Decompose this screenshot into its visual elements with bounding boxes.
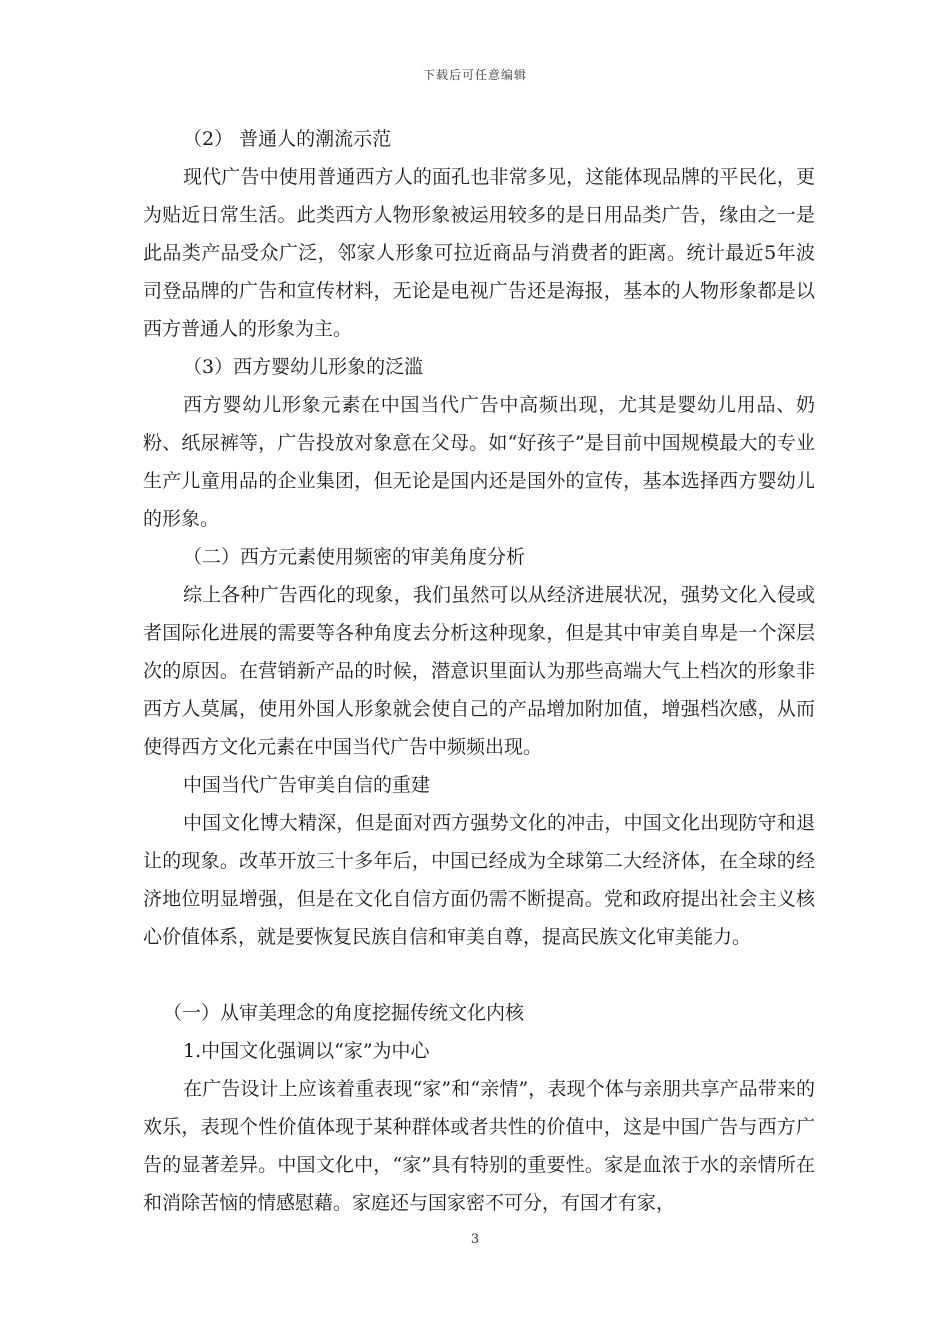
section-heading-traditional-culture: （一）从审美理念的角度挖掘传统文化内核 bbox=[163, 1002, 525, 1024]
document-body bbox=[143, 120, 815, 1222]
section-heading-western-infants: （3）西方婴幼儿形象的泛滥 bbox=[183, 356, 424, 378]
subsection-heading-family-center: 1.中国文化强调以“家”为中心 bbox=[183, 1040, 430, 1062]
paragraph-confidence-rebuild: 中国文化博大精深，但是面对西方强势文化的冲击，中国文化出现防守和退让的现象。改革开放三十多年后，中国已经成为全球第二大经济体，在全球的经济地位明显增强，但是在文化自信方面仍需不断提高。党和政府提出社会主义核心价值体系，就是要恢复民族自信和审美自尊，提高民族文化审美能力。 bbox=[143, 812, 815, 948]
paragraph-family-center: 在广告设计上应该着重表现“家”和“亲情”，表现个体与亲朋共享产品带来的欢乐，表现个性价值体现于某种群体或者共性的价值中，这是中国广告与西方广告的显著差异。中国文化中，“家”具有特别的重要性。家是血浓于水的亲情所在和消除苦恼的情感慰藉。家庭还与国家密不可分，有国才有家， bbox=[143, 1078, 815, 1214]
page-header: 下载后可任意编辑 bbox=[422, 68, 527, 82]
section-heading-aesthetic-analysis: （二）西方元素使用频密的审美角度分析 bbox=[183, 546, 526, 568]
section-heading-ordinary-people: （2） 普通人的潮流示范 bbox=[183, 128, 392, 150]
blank-line bbox=[143, 956, 815, 994]
paragraph-western-infants: 西方婴幼儿形象元素在中国当代广告中高频出现，尤其是婴幼儿用品、奶粉、纸尿裤等，广告投放对象意在父母。如“好孩子”是目前中国规模最大的专业生产儿童用品的企业集团，但无论是国内还是国外的宣传，基本选择西方婴幼儿的形象。 bbox=[143, 394, 815, 530]
page-number: 3 bbox=[470, 1232, 480, 1247]
section-heading-confidence-rebuild: 中国当代广告审美自信的重建 bbox=[183, 774, 431, 796]
paragraph-ordinary-people: 现代广告中使用普通西方人的面孔也非常多见，这能体现品牌的平民化，更为贴近日常生活。此类西方人物形象被运用较多的是日用品类广告，缘由之一是此品类产品受众广泛，邻家人形象可拉近商品与消费者的距离。统计最近5年波司登品牌的广告和宣传材料，无论是电视广告还是海报，基本的人物形象都是以西方普通人的形象为主。 bbox=[143, 166, 815, 340]
paragraph-aesthetic-analysis: 综上各种广告西化的现象，我们虽然可以从经济进展状况，强势文化入侵或者国际化进展的需要等各种角度去分析这种现象，但是其中审美自卑是一个深层次的原因。在营销新产品的时候，潜意识里面认为那些高端大气上档次的形象非西方人莫属，使用外国人形象就会使自己的产品增加附加值，增强档次感，从而使得西方文化元素在中国当代广告中频频出现。 bbox=[143, 584, 815, 758]
